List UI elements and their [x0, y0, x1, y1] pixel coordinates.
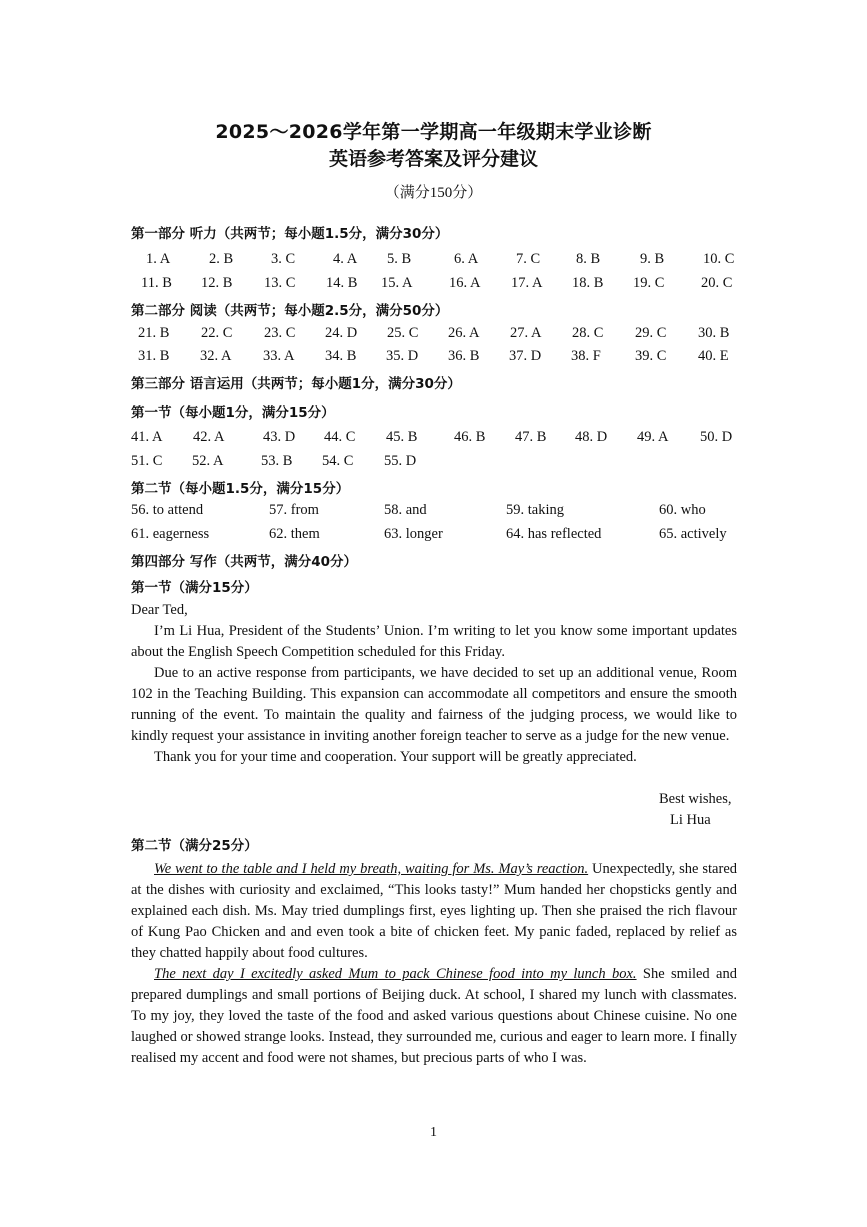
- letter-paragraph: Due to an active response from participants, we have decided to set up an additional venue, Room 102 in the Teaching Building. This expansion can accommodate all competitors and ensure the smooth running of the event. To maintain the quality and fairness of the judging process, we would like to kindly request your assistance in inviting another foreign teacher to serve as a judge for the new venue.: [131, 665, 737, 744]
- part4-section2-heading: 第二节（满分25分）: [131, 838, 258, 854]
- part3-section2-heading: 第二节（每小题1.5分，满分15分）: [131, 481, 350, 497]
- part4-heading: 第四部分 写作（共两节，满分40分）: [131, 554, 357, 570]
- answer-item: 57. from: [269, 502, 319, 518]
- answer-item: 18. B: [572, 275, 604, 291]
- answer-item: 34. B: [325, 348, 357, 364]
- answer-item: 31. B: [138, 348, 170, 364]
- part3-heading: 第三部分 语言运用（共两节；每小题1分，满分30分）: [131, 376, 461, 392]
- answer-item: 46. B: [454, 429, 486, 445]
- letter-greeting: Dear Ted,: [131, 602, 188, 618]
- answer-item: 55. D: [384, 453, 417, 469]
- page-title: 2025～2026学年第一学期高一年级期末学业诊断: [215, 121, 652, 143]
- part1-heading: 第一部分 听力（共两节；每小题1.5分，满分30分）: [131, 226, 449, 242]
- answer-item: 21. B: [138, 325, 170, 341]
- answer-item: 5. B: [387, 251, 412, 267]
- answer-item: 59. taking: [506, 502, 564, 518]
- answer-item: 41. A: [131, 429, 163, 445]
- full-score-note: （满分150分）: [384, 185, 483, 201]
- part4-section1-heading: 第一节（满分15分）: [131, 580, 258, 596]
- answer-item: 37. D: [509, 348, 542, 364]
- answer-item: 44. C: [324, 429, 356, 445]
- page-number: 1: [430, 1125, 437, 1140]
- answer-item: 58. and: [384, 502, 427, 518]
- answer-item: 24. D: [325, 325, 358, 341]
- story-paragraph: [131, 964, 737, 1069]
- answer-item: 43. D: [263, 429, 296, 445]
- answer-item: 14. B: [326, 275, 358, 291]
- story-paragraph: [131, 859, 737, 964]
- answer-item: 15. A: [381, 275, 413, 291]
- answer-item: 16. A: [449, 275, 481, 291]
- answer-item: 28. C: [572, 325, 604, 341]
- answer-row: [0, 348, 867, 368]
- answer-item: 23. C: [264, 325, 296, 341]
- answer-item: 65. actively: [659, 526, 727, 542]
- answer-item: 20. C: [701, 275, 733, 291]
- answer-item: 62. them: [269, 526, 320, 542]
- answer-row: [0, 502, 867, 522]
- page-subtitle: 英语参考答案及评分建议: [328, 148, 538, 170]
- answer-item: 19. C: [633, 275, 665, 291]
- answer-item: 60. who: [659, 502, 706, 518]
- answer-row: [0, 275, 867, 295]
- answer-item: 25. C: [387, 325, 419, 341]
- answer-item: 42. A: [193, 429, 225, 445]
- answer-item: 11. B: [141, 275, 172, 291]
- answer-item: 47. B: [515, 429, 547, 445]
- letter-paragraph: Thank you for your time and cooperation. Your support will be greatly appreciated.: [154, 749, 637, 765]
- answer-item: 56. to attend: [131, 502, 204, 518]
- answer-item: 50. D: [700, 429, 733, 445]
- answer-item: 53. B: [261, 453, 293, 469]
- letter-signature: Li Hua: [670, 812, 711, 828]
- answer-item: 29. C: [635, 325, 667, 341]
- answer-row: [0, 526, 867, 546]
- answer-item: 4. A: [333, 251, 358, 267]
- answer-item: 63. longer: [384, 526, 443, 542]
- answer-item: 33. A: [263, 348, 295, 364]
- answer-item: 35. D: [386, 348, 419, 364]
- part3-section1-heading: 第一节（每小题1分，满分15分）: [131, 405, 335, 421]
- answer-item: 51. C: [131, 453, 163, 469]
- answer-item: 13. C: [264, 275, 296, 291]
- sample-story: [131, 859, 737, 1069]
- answer-item: 22. C: [201, 325, 233, 341]
- answer-item: 52. A: [192, 453, 224, 469]
- answer-item: 61. eagerness: [131, 526, 210, 542]
- answer-item: 40. E: [698, 348, 729, 364]
- answer-item: 38. F: [571, 348, 601, 364]
- answer-item: 32. A: [200, 348, 232, 364]
- answer-item: 12. B: [201, 275, 233, 291]
- answer-item: 39. C: [635, 348, 667, 364]
- answer-item: 49. A: [637, 429, 669, 445]
- story-text: She smiled and prepared dumplings and small portions of Beijing duck. At school, I shared my lunch with classmates. To my joy, they loved the taste of the food and asked various questions about Chinese cuisine. No one laughed or showed strange looks. Instead, they surrounded me, curious and eager to learn more. I finally realised my accent and food were not shames, but precious parts of who I was.: [131, 966, 737, 1066]
- answer-item: 9. B: [640, 251, 665, 267]
- answer-item: 45. B: [386, 429, 418, 445]
- answer-item: 36. B: [448, 348, 480, 364]
- answer-item: 27. A: [510, 325, 542, 341]
- answer-row: [0, 453, 867, 473]
- answer-item: 64. has reflected: [506, 526, 602, 542]
- answer-item: 2. B: [209, 251, 234, 267]
- answer-row: [0, 251, 867, 271]
- answer-item: 7. C: [516, 251, 541, 267]
- sample-letter: [131, 600, 737, 768]
- answer-item: 1. A: [146, 251, 171, 267]
- letter-paragraph: I’m Li Hua, President of the Students’ Union. I’m writing to let you know some important updates about the English Speech Competition scheduled for this Friday.: [131, 623, 737, 660]
- letter-closing: Best wishes,: [659, 791, 732, 807]
- story-text: Unexpectedly, she stared at the dishes with curiosity and exclaimed, “This looks tasty!” Mum handed her chopsticks gently and explained each dish. Ms. May tried dumplings first, eyes lighting up. Then she praised the rich flavour of Kung Pao Chicken and and even took a bite of chicken feet. My panic faded, replaced by relief as they chatted happily about food cultures.: [131, 861, 738, 961]
- answer-item: 3. C: [271, 251, 296, 267]
- answer-row: [0, 325, 867, 345]
- story-given-opening: We went to the table and I held my breath, waiting for Ms. May’s reaction.: [154, 861, 589, 877]
- answer-item: 17. A: [511, 275, 543, 291]
- answer-item: 54. C: [322, 453, 354, 469]
- answer-item: 8. B: [576, 251, 601, 267]
- answer-row: [0, 429, 867, 449]
- story-given-opening: The next day I excitedly asked Mum to pack Chinese food into my lunch box.: [154, 966, 637, 982]
- answer-item: 6. A: [454, 251, 479, 267]
- answer-item: 30. B: [698, 325, 730, 341]
- part2-heading: 第二部分 阅读（共两节；每小题2.5分，满分50分）: [131, 303, 449, 319]
- answer-item: 26. A: [448, 325, 480, 341]
- answer-item: 10. C: [703, 251, 735, 267]
- answer-item: 48. D: [575, 429, 608, 445]
